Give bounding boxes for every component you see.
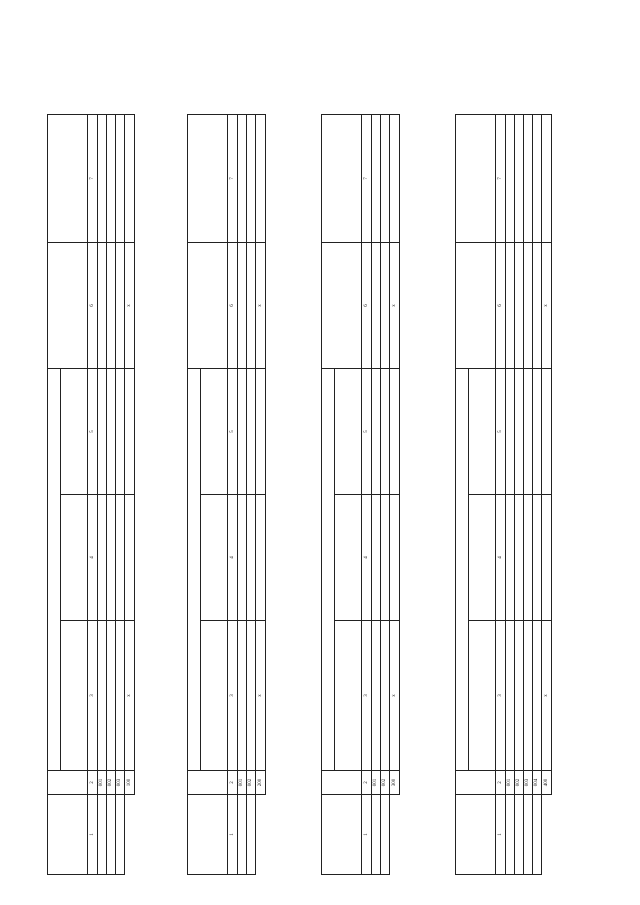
- table-row: [524, 114, 533, 874]
- col-number: 5: [362, 368, 372, 494]
- cell: [533, 114, 542, 242]
- cell: [372, 368, 381, 494]
- col-number: 1: [362, 795, 372, 875]
- col-number: 3: [88, 621, 98, 771]
- col-header-code: [456, 771, 496, 795]
- cell: [381, 621, 390, 771]
- cell: [372, 495, 381, 621]
- total-code: 400: [542, 771, 552, 795]
- column-number-row: [228, 114, 238, 874]
- row-code: 002: [381, 771, 390, 795]
- row-code: 001: [372, 771, 381, 795]
- col-header-5: [469, 368, 496, 494]
- total-cell: [256, 495, 266, 621]
- col-header-4: [335, 495, 362, 621]
- table-row: [98, 114, 107, 874]
- form-table: [321, 114, 400, 875]
- section-3: [310, 15, 400, 875]
- form-table: [187, 114, 266, 875]
- row-code: 003: [116, 771, 125, 795]
- total-cell: [542, 114, 552, 242]
- cell: [107, 495, 116, 621]
- total-row: [542, 114, 552, 874]
- cell: [98, 368, 107, 494]
- total-cell: [542, 368, 552, 494]
- cell: [238, 242, 247, 368]
- row-code: 001: [98, 771, 107, 795]
- cell: [533, 621, 542, 771]
- col-number: 7: [496, 114, 506, 242]
- table-row: [515, 114, 524, 874]
- col-header-5: [201, 368, 228, 494]
- cell: [107, 368, 116, 494]
- section-4: [444, 15, 552, 875]
- total-cell: x: [256, 242, 266, 368]
- total-cell: [125, 495, 135, 621]
- cell: [381, 368, 390, 494]
- col-header-4: [201, 495, 228, 621]
- cell: [506, 795, 515, 875]
- cell: [533, 495, 542, 621]
- cell: [247, 795, 256, 875]
- total-cell: x: [542, 621, 552, 771]
- total-code: 100: [125, 771, 135, 795]
- cell: [98, 114, 107, 242]
- col-number: 3: [496, 621, 506, 771]
- table-row: [116, 114, 125, 874]
- cell: [116, 795, 125, 875]
- col-number: 6: [88, 242, 98, 368]
- cell: [515, 621, 524, 771]
- total-cell: [390, 114, 400, 242]
- cell: [372, 621, 381, 771]
- cell: [247, 368, 256, 494]
- table-row: [238, 114, 247, 874]
- row-code: 002: [107, 771, 116, 795]
- col-number: 5: [228, 368, 238, 494]
- cell: [533, 368, 542, 494]
- total-row: [125, 114, 135, 874]
- cell: [116, 114, 125, 242]
- total-code: 300: [390, 771, 400, 795]
- cell: [506, 621, 515, 771]
- column-number-row: [496, 114, 506, 874]
- total-cell: x: [256, 621, 266, 771]
- form-table: [455, 114, 552, 875]
- col-header-7: [456, 114, 496, 242]
- cell: [238, 114, 247, 242]
- col-header-4: [469, 495, 496, 621]
- col-number: 3: [362, 621, 372, 771]
- cell: [506, 242, 515, 368]
- cell: [372, 795, 381, 875]
- total-cell: x: [125, 621, 135, 771]
- cell: [238, 621, 247, 771]
- row-code: 001: [238, 771, 247, 795]
- cell: [515, 495, 524, 621]
- cell: [524, 621, 533, 771]
- cell: [116, 242, 125, 368]
- table-row: [533, 114, 542, 874]
- col-number: 1: [496, 795, 506, 875]
- row-code: 003: [524, 771, 533, 795]
- total-cell: [390, 368, 400, 494]
- col-header-region: [322, 795, 362, 875]
- column-number-row: [362, 114, 372, 874]
- col-header-7: [48, 114, 88, 242]
- col-number: 4: [496, 495, 506, 621]
- section-2: [176, 15, 266, 875]
- col-header-6: [48, 242, 88, 368]
- col-number: 6: [228, 242, 238, 368]
- col-number: 7: [228, 114, 238, 242]
- col-number: 4: [228, 495, 238, 621]
- total-cell: [125, 368, 135, 494]
- total-cell: [256, 368, 266, 494]
- cell: [238, 795, 247, 875]
- section-1: [36, 15, 135, 875]
- col-header-group: [48, 368, 61, 770]
- total-cell: [390, 495, 400, 621]
- table-row: [381, 114, 390, 874]
- cell: [98, 795, 107, 875]
- cell: [515, 368, 524, 494]
- col-header-group: [322, 368, 335, 770]
- col-header-4: [61, 495, 88, 621]
- cell: [107, 242, 116, 368]
- cell: [381, 495, 390, 621]
- cell: [116, 621, 125, 771]
- cell: [247, 242, 256, 368]
- cell: [533, 795, 542, 875]
- cell: [238, 368, 247, 494]
- row-code: 001: [506, 771, 515, 795]
- col-header-region: [48, 795, 88, 875]
- table-row: [506, 114, 515, 874]
- col-number: 4: [88, 495, 98, 621]
- total-label: [542, 795, 552, 875]
- cell: [372, 114, 381, 242]
- col-header-3: [335, 621, 362, 771]
- col-number: 1: [88, 795, 98, 875]
- total-cell: x: [542, 242, 552, 368]
- col-number: 2: [496, 771, 506, 795]
- col-number: 2: [228, 771, 238, 795]
- table-row: [107, 114, 116, 874]
- col-header-code: [48, 771, 88, 795]
- total-cell: x: [125, 242, 135, 368]
- col-header-group: [188, 368, 201, 770]
- col-number: 4: [362, 495, 372, 621]
- col-header-7: [188, 114, 228, 242]
- section-heading: [310, 15, 317, 875]
- col-number: 6: [496, 242, 506, 368]
- column-number-row: [88, 114, 98, 874]
- col-header-3: [61, 621, 88, 771]
- col-number: 5: [88, 368, 98, 494]
- cell: [247, 114, 256, 242]
- total-cell: x: [390, 621, 400, 771]
- col-number: 7: [88, 114, 98, 242]
- col-header-5: [335, 368, 362, 494]
- col-header-6: [456, 242, 496, 368]
- col-header-code: [322, 771, 362, 795]
- col-header-code: [188, 771, 228, 795]
- form-table: [47, 114, 135, 875]
- col-number: 5: [496, 368, 506, 494]
- cell: [506, 495, 515, 621]
- total-cell: [125, 114, 135, 242]
- row-code: 002: [515, 771, 524, 795]
- col-number: 2: [88, 771, 98, 795]
- cell: [524, 242, 533, 368]
- row-code: 004: [533, 771, 542, 795]
- cell: [98, 621, 107, 771]
- col-number: 6: [362, 242, 372, 368]
- total-label: [256, 795, 266, 875]
- cell: [381, 795, 390, 875]
- cell: [98, 242, 107, 368]
- total-label: [125, 795, 135, 875]
- col-header-region: [188, 795, 228, 875]
- cell: [515, 795, 524, 875]
- row-code: 002: [247, 771, 256, 795]
- col-header-group: [456, 368, 469, 770]
- cell: [116, 495, 125, 621]
- col-header-3: [469, 621, 496, 771]
- col-header-3: [201, 621, 228, 771]
- cell: [107, 621, 116, 771]
- total-label: [390, 795, 400, 875]
- cell: [238, 495, 247, 621]
- col-header-6: [188, 242, 228, 368]
- cell: [533, 242, 542, 368]
- col-number: 3: [228, 621, 238, 771]
- table-row: [247, 114, 256, 874]
- cell: [524, 795, 533, 875]
- total-row: [390, 114, 400, 874]
- cell: [247, 495, 256, 621]
- cell: [98, 495, 107, 621]
- col-number: 1: [228, 795, 238, 875]
- col-header-5: [61, 368, 88, 494]
- cell: [524, 114, 533, 242]
- cell: [247, 621, 256, 771]
- cell: [107, 114, 116, 242]
- cell: [515, 114, 524, 242]
- col-header-7: [322, 114, 362, 242]
- cell: [506, 368, 515, 494]
- col-header-region: [456, 795, 496, 875]
- total-cell: [542, 495, 552, 621]
- cell: [116, 368, 125, 494]
- col-number: 2: [362, 771, 372, 795]
- section-heading: [36, 15, 43, 875]
- total-cell: x: [390, 242, 400, 368]
- cell: [107, 795, 116, 875]
- col-header-6: [322, 242, 362, 368]
- cell: [524, 368, 533, 494]
- cell: [515, 242, 524, 368]
- cell: [524, 495, 533, 621]
- table-row: [372, 114, 381, 874]
- cell: [381, 242, 390, 368]
- section-heading: [444, 15, 451, 875]
- total-cell: [256, 114, 266, 242]
- cell: [372, 242, 381, 368]
- cell: [381, 114, 390, 242]
- cell: [506, 114, 515, 242]
- total-row: [256, 114, 266, 874]
- col-number: 7: [362, 114, 372, 242]
- total-code: 200: [256, 771, 266, 795]
- section-heading: [176, 15, 183, 875]
